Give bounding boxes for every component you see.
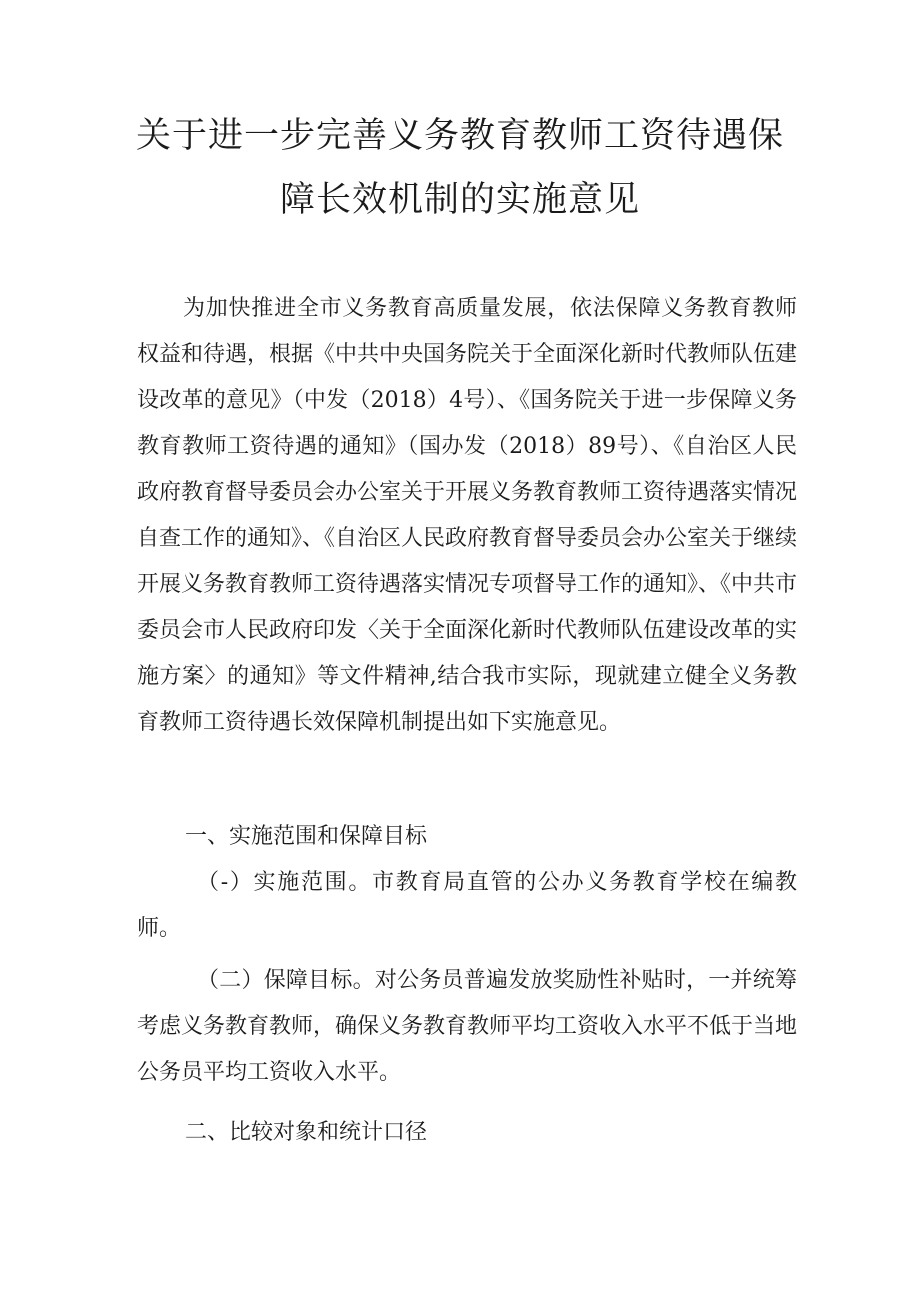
document-title-line-2: 障长效机制的实施意见 xyxy=(279,180,640,220)
guarantee-target-paragraph: （二）保障目标。对公务员普遍发放奖励性补贴时，一并统筹考虑义务教育教师，确保义务教育教师平均工资收入水平不低于当地公务员平均工资收入水平。 xyxy=(137,968,798,1085)
document-title-line-1: 关于进一步完善义务教育教师工资待遇保 xyxy=(135,116,784,156)
intro-paragraph: 为加快推进全市义务教育高质量发展，依法保障义务教育教师权益和待遇，根据《中共中央国务院关于全面深化新时代教师队伍建设改革的意见》（中发（2018）4号）、《国务院关于进一步保障义务教育教师工资待遇的通知》（国办发（2018）89号）、《自治区人民政府教育督导委员会办公室关于开展义务教育教师工资待遇落实情况自查工作的通知》、《自治区人民政府教育督导委员会办公室关于继续开展义务教育教师工资待遇落实情况专项督导工作的通知》、《中共市委员会市人民政府印发〈关于全面深化新时代教师队伍建设改革的实施方案〉的通知》等文件精神,结合我市实际，现就建立健全义务教育教师工资待遇长效保障机制提出如下实施意见。 xyxy=(137,296,798,735)
implementation-scope-paragraph: （-）实施范围。市教育局直管的公办义务教育学校在编教师。 xyxy=(137,870,797,941)
section-heading-1: 一、实施范围和保障目标 xyxy=(185,824,428,849)
section-heading-2: 二、比较对象和统计口径 xyxy=(185,1120,428,1145)
